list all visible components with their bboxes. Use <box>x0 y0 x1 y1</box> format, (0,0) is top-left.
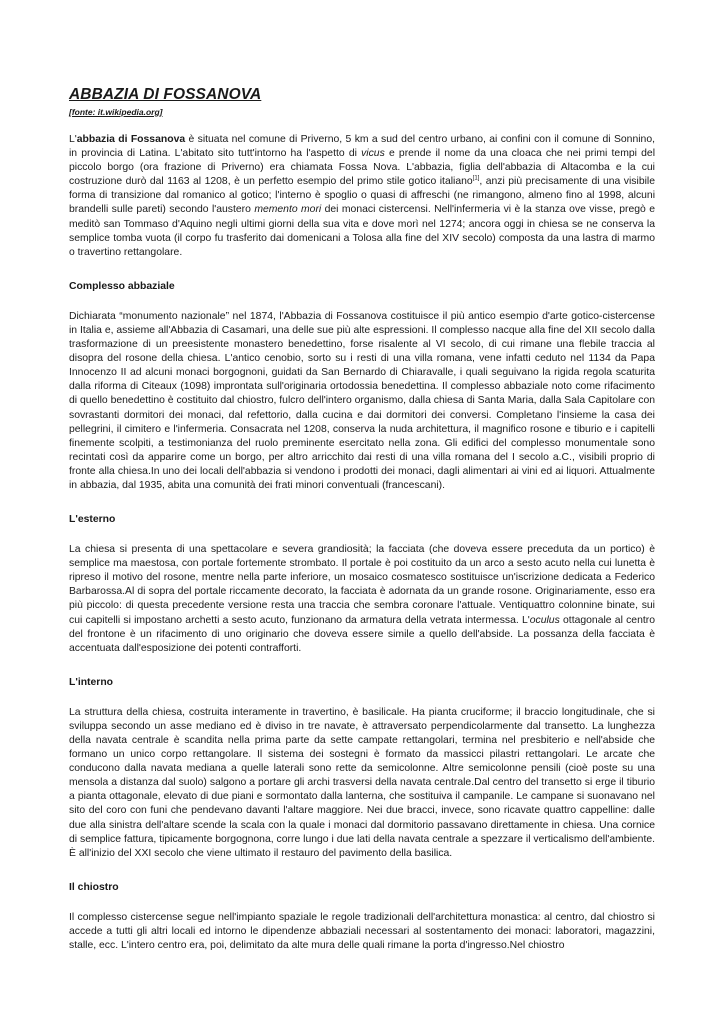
document-title: ABBAZIA DI FOSSANOVA <box>69 86 262 103</box>
section-paragraph-esterno <box>69 543 655 656</box>
esterno-italic-oculus: oculus <box>529 614 560 626</box>
esterno-text-2: ottagonale al centro del frontone è un rifacimento di uno originario che doveva essere simile a quello dell'abside. La possanza della facciata è accentuata dall'esposizione dei potenti contrafforti. <box>69 614 655 654</box>
intro-text-3: , anzi più precisamente di una visibile forma di transizione dal romanico al gotico; l'interno è spoglio o quasi di affreschi (ne rimangono, almeno fino al 1998, alcuni brandelli sulle pareti) secondo l'austero <box>69 176 655 216</box>
intro-prefix: L' <box>69 134 77 145</box>
source-link[interactable]: [fonte: it.wikipedia.org] <box>69 107 163 117</box>
section-paragraph-interno: La struttura della chiesa, costruita interamente in travertino, è basilicale. Ha pianta cruciforme; il braccio longitudinale, che si sviluppa secondo un asse mediano ed è diviso in tre navate, è attraversato perpendicolarmente dal transetto. La lunghezza della navata centrale è scandita nella prima parte da sette campate rettangolari, termina nel presbiterio e nell'abside che formano un unico corpo rettangolare. Il sistema dei sostegni è formato da massicci pilastri rettangolari. Le arcate che conducono dalla navata mediana a quelle laterali sono rette da semicolonne. Altre semicolonne pensili (cioè poste su una mensola a distanza dal suolo) salgono a portare gli archi trasversi della navata centrale.Dal centro del transetto si erge il tiburio a pianta ottagonale, elevato di due piani e sormontato dalla lanterna, che sostituiva il campanile. Le campane si suonavano nel sito del coro con funi che pendevano davanti l'altare maggiore. Nei due bracci, invece, sono ricavate quattro cappelline: dalle due alla sinistra dell'altare scende la scala con la quale i monaci dal dormitorio passavano direttamente in chiesa. Una cornice di semplice fattura, tipicamente borgognona, corre lungo i due lati della navata centrale a spezzare il verticalismo dell'ambiente. È all'inizio del XXI secolo che viene ultimato il restauro del pavimento della basilica. <box>69 706 655 859</box>
intro-text-1: è situata nel comune di Priverno, 5 km a sud del centro urbano, ai confini con il comune di Sonnino, in provincia di Latina. L'abitato sito tutt'intorno ha l'aspetto di <box>69 134 655 160</box>
section-heading-interno: L'interno <box>69 676 114 688</box>
intro-bold-name: abbazia di Fossanova <box>76 134 186 145</box>
intro-text-2: e prende il nome da una cloaca che nei primi tempi del piccolo borgo (ora frazione di Priverno) era chiamata Fossa Nova. L'abbazia, figlia dell'abbazia di Altacomba e la cui costruzione durò dal 1163 al 1208, è un perfetto esempio del primo stile gotico italiano <box>69 148 656 188</box>
footnote-link[interactable]: [1] <box>472 175 480 182</box>
section-paragraph-chiostro: Il complesso cistercense segue nell'impianto spaziale le regole tradizionali dell'architettura monastica: al centro, dal chiostro si accede a tutti gli altri locali ed intorno le dipendenze abbaziali necessari al sostentamento dei monaci: laboratori, magazzini, stalle, ecc. L'intero centro era, poi, delimitato da alte mura delle quali rimane la porta d'ingresso.Nel chiostro <box>69 911 655 952</box>
intro-text-4: dei monaci cistercensi. Nell'infermeria vi è la stanza ove visse, pregò e meditò san Tommaso d'Aquino negli ultimi giorni della sua vita e dove morì nel 1274; ancora oggi in chiesa se ne conserva la semplice tomba vuota (il corpo fu trasferito dai domenicani a Tolosa alla fine del XIV secolo) composta da una lastra di marmo o travertino rettangolare. <box>69 204 656 258</box>
intro-italic-vicus: vicus <box>361 148 385 160</box>
esterno-text-1: La chiesa si presenta di una spettacolare e severa grandiosità; la facciata (che doveva essere preceduta da un portico) è semplice ma maestosa, con portale fortemente strombato. Il portale è poi costituito da un arco a sesto acuto nella cui lunetta è ripreso il motivo del rosone, mentre nella parte inferiore, un mosaico cosmatesco sostituisce un'iscrizione dedicata a Federico Barbarossa.Al di sopra del portale riccamente decorato, la facciata è adornata da un grande rosone. Originariamente, esso era più piccolo: di questa precedente versione resta una traccia che sembra coronare l'attuale. Ventiquattro colonnine binate, sui cui capitelli si impostano archetti a sesto acuto, funzionano da armatura della vetrata intermessa. L' <box>69 544 655 626</box>
section-paragraph-complesso: Dichiarata “monumento nazionale” nel 1874, l'Abbazia di Fossanova costituisce il più antico esempio d'arte gotico-cistercense in Italia e, assieme all'Abbazia di Casamari, una delle sue più alte espressioni. Il complesso nacque alla fine del XII secolo dalla trasformazione di un preesistente monastero benedettino, forse risalente al VI secolo, di cui rimane una flebile traccia al disopra del rosone della chiesa. L'antico cenobio, sorto su i resti di una villa romana, vene infatti ceduto nel 1134 da Papa Innocenzo II ad alcuni monaci borgognoni, guidati da San Bernardo di Chiaravalle, i quali seguivano la rigida regola scaturita dalla riforma di Citeaux (1098) improntata sull'originaria ortodossia benedettina. Il complesso abbaziale noto come rifacimento di quello benedettino è costituito dal chiostro, fulcro dell'intero organismo, dalla chiesa di Santa Maria, dalla Sala Capitolare con sovrastanti dormitori dei monaci, dal refettorio, dalla cucina e dai dormitori dei conversi. Completano l'insieme la casa dei pellegrini, il cimitero e l'infermeria. Consacrata nel 1208, conserva la nuda architettura, il magnifico rosone e tiburio e i capitelli finemente scolpiti, a testimonianza del ruolo preminente esercitato nella zona. Gli edifici del complesso monumentale sono recintati così da apparire come un borgo, per altro arricchito dai resti di una villa romana del I secolo a.C., visibili proprio di fronte alla chiesa.In uno dei locali dell'abbazia si vendono i prodotti dei monaci, dagli alimentari ai vini ed ai liquori. Attualmente in abbazia, dal 1935, abita una comunità dei frati minori conventuali (francescani). <box>69 310 655 491</box>
section-heading-complesso: Complesso abbaziale <box>69 280 175 292</box>
section-heading-esterno: L'esterno <box>69 514 116 526</box>
section-heading-chiostro: Il chiostro <box>69 881 119 893</box>
intro-paragraph <box>69 133 655 260</box>
intro-italic-memento-mori: memento mori <box>254 204 322 216</box>
